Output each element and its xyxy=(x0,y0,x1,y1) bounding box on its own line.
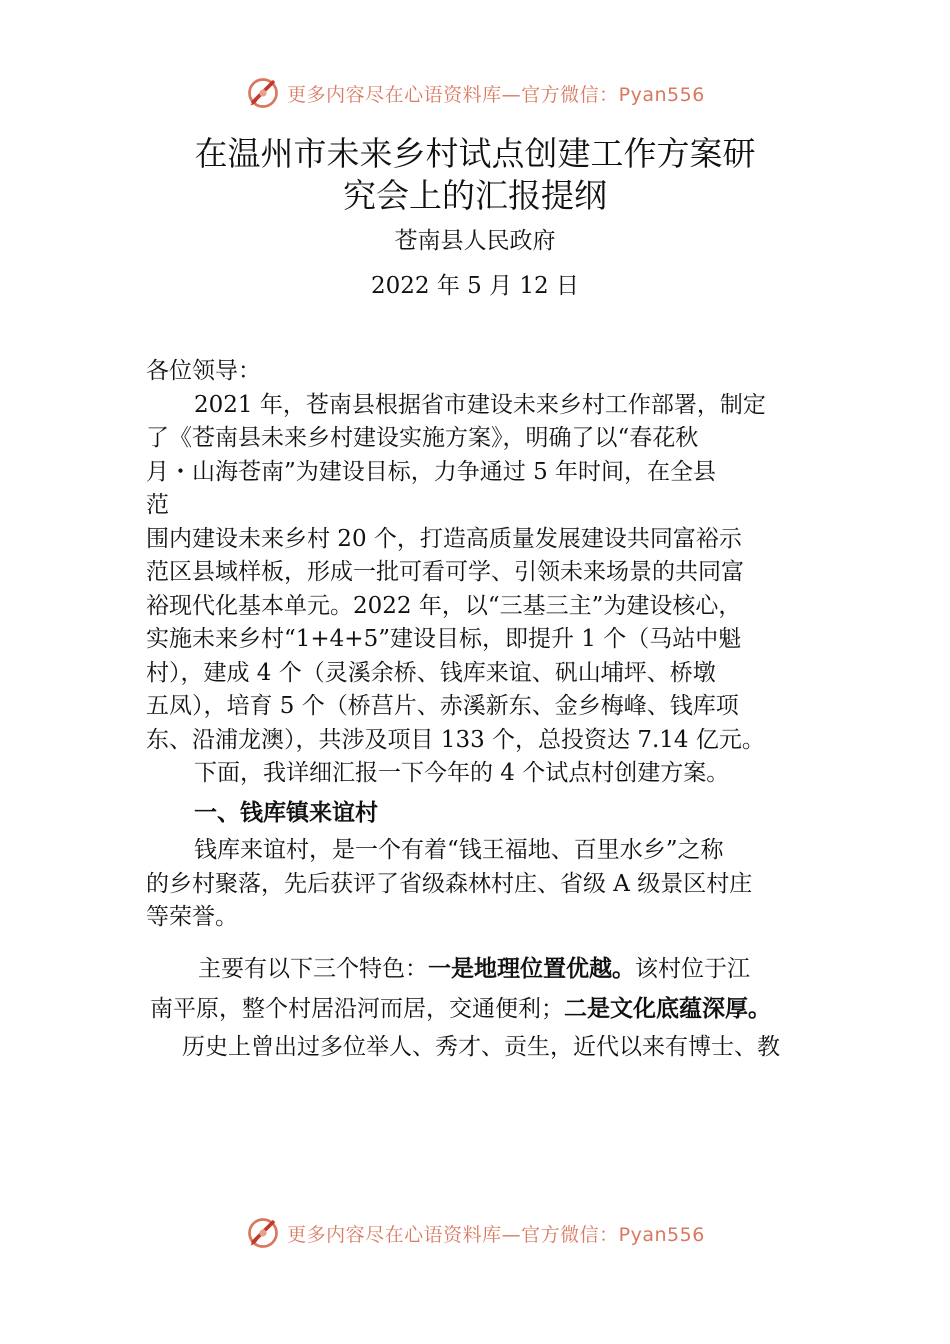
para1-line: 范 xyxy=(146,492,169,518)
salutation: 各位领导： xyxy=(146,358,261,384)
para4-line: 钱库来谊村，是一个有着“钱王福地、百里水乡”之称 xyxy=(194,837,724,863)
feature-2-emphasis: 二是文化底蕴深厚。 xyxy=(564,995,771,1022)
para2-line: 裕现代化基本单元。2022 年，以“三基三主”为建设核心， xyxy=(146,592,742,619)
para2-line: 围内建设未来乡村 20 个，打造高质量发展建设共同富裕示 xyxy=(146,525,742,552)
para2-line: 范区县域样板，形成一批可看可学、引领未来场景的共同富 xyxy=(146,559,744,585)
document-date: 2022 年 5 月 12 日 xyxy=(371,273,579,299)
feature-1-emphasis: 一是地理位置优越。 xyxy=(428,955,635,982)
paragraph-4 xyxy=(146,834,818,935)
para5-text: 该村位于江 xyxy=(635,955,750,982)
paragraph-1 xyxy=(146,389,818,523)
paragraph-2 xyxy=(146,523,818,758)
organization: 苍南县人民政府 xyxy=(394,228,556,254)
section-heading-1: 一、钱库镇来谊村 xyxy=(194,799,378,826)
para2-line: 村），建成 4 个（灵溪余桥、钱库来谊、矾山埔坪、桥墩 xyxy=(146,659,716,686)
document-title xyxy=(0,133,950,217)
document-body xyxy=(146,355,818,1064)
para1-line: 月・山海苍南”为建设目标，力争通过 5 年时间，在全县 xyxy=(146,458,717,485)
paragraph-3: 下面，我详细汇报一下今年的 4 个试点村创建方案。 xyxy=(194,760,730,786)
para2-line: 东、沿浦龙澳），共涉及项目 133 个，总投资达 7.14 亿元。 xyxy=(146,726,765,753)
para4-line: 等荣誉。 xyxy=(146,904,238,930)
paragraph-5 xyxy=(146,949,818,1029)
para5-text: 南平原，整个村居沿河而居，交通便利； xyxy=(150,995,564,1022)
title-line-1: 在温州市未来乡村试点创建工作方案研 xyxy=(194,134,756,173)
title-line-2: 究会上的汇报提纲 xyxy=(343,176,607,215)
para1-line: 了《苍南县未来乡村建设实施方案》，明确了以“春花秋 xyxy=(146,425,699,451)
para2-line: 实施未来乡村“1+4+5”建设目标，即提升 1 个（马站中魁 xyxy=(146,626,742,652)
para5-text: 主要有以下三个特色： xyxy=(198,955,428,982)
brush-logo-icon xyxy=(245,1215,281,1251)
watermark-text: 更多内容尽在心语资料库—官方微信：Pyan556 xyxy=(287,83,705,106)
brush-logo-icon xyxy=(245,75,281,111)
para2-line: 五凤），培育 5 个（桥莒片、赤溪新东、金乡梅峰、钱库项 xyxy=(146,693,739,719)
watermark-header xyxy=(0,73,950,113)
paragraph-6: 历史上曾出过多位举人、秀才、贡生，近代以来有博士、教 xyxy=(182,1033,780,1060)
watermark-text: 更多内容尽在心语资料库—官方微信：Pyan556 xyxy=(287,1223,705,1246)
para4-line: 的乡村聚落，先后获评了省级森林村庄、省级 A 级景区村庄 xyxy=(146,870,753,897)
para1-line: 2021 年，苍南县根据省市建设未来乡村工作部署，制定 xyxy=(194,391,766,418)
watermark-footer xyxy=(0,1213,950,1253)
